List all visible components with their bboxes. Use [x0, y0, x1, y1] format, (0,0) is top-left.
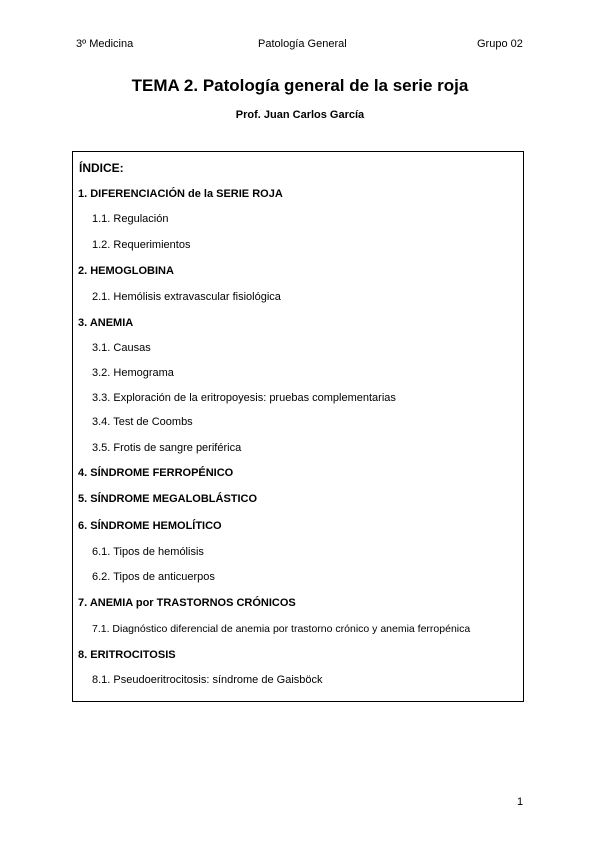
document-author: Prof. Juan Carlos García [235, 109, 365, 121]
index-heading: ÍNDICE: [79, 161, 124, 175]
index-section-1: 1. DIFERENCIACIÓN de la SERIE ROJA [78, 188, 283, 200]
index-subsection-3-3: 3.3. Exploración de la eritropoyesis: pruebas complementarias [92, 392, 396, 404]
index-section-8: 8. ERITROCITOSIS [78, 649, 176, 661]
index-section-3: 3. ANEMIA [78, 317, 134, 329]
page-number: 1 [517, 796, 524, 808]
index-subsection-3-4: 3.4. Test de Coombs [92, 416, 193, 428]
header-course: 3º Medicina [76, 38, 134, 50]
index-subsection-8-1: 8.1. Pseudoeritrocitosis: síndrome de Gaisböck [92, 674, 323, 686]
index-subsection-2-1: 2.1. Hemólisis extravascular fisiológica [92, 291, 281, 303]
index-section-7: 7. ANEMIA por TRASTORNOS CRÓNICOS [78, 597, 296, 609]
header-subject: Patología General [258, 38, 347, 50]
index-subsection-6-1: 6.1. Tipos de hemólisis [92, 546, 204, 558]
index-section-2: 2. HEMOGLOBINA [78, 265, 174, 277]
index-subsection-3-2: 3.2. Hemograma [92, 367, 174, 379]
index-section-4: 4. SÍNDROME FERROPÉNICO [78, 467, 234, 479]
index-subsection-3-1: 3.1. Causas [92, 342, 151, 354]
index-subsection-1-1: 1.1. Regulación [92, 213, 169, 225]
index-subsection-3-5: 3.5. Frotis de sangre periférica [92, 442, 242, 454]
header-group: Grupo 02 [477, 38, 523, 50]
index-subsection-7-1: 7.1. Diagnóstico diferencial de anemia por trastorno crónico y anemia ferropénica [92, 623, 471, 635]
index-box [72, 151, 524, 702]
index-subsection-6-2: 6.2. Tipos de anticuerpos [92, 571, 215, 583]
index-section-5: 5. SÍNDROME MEGALOBLÁSTICO [78, 493, 258, 505]
document-title: TEMA 2. Patología general de la serie roja [131, 76, 469, 95]
index-section-6: 6. SÍNDROME HEMOLÍTICO [78, 520, 222, 532]
index-subsection-1-2: 1.2. Requerimientos [92, 239, 191, 251]
